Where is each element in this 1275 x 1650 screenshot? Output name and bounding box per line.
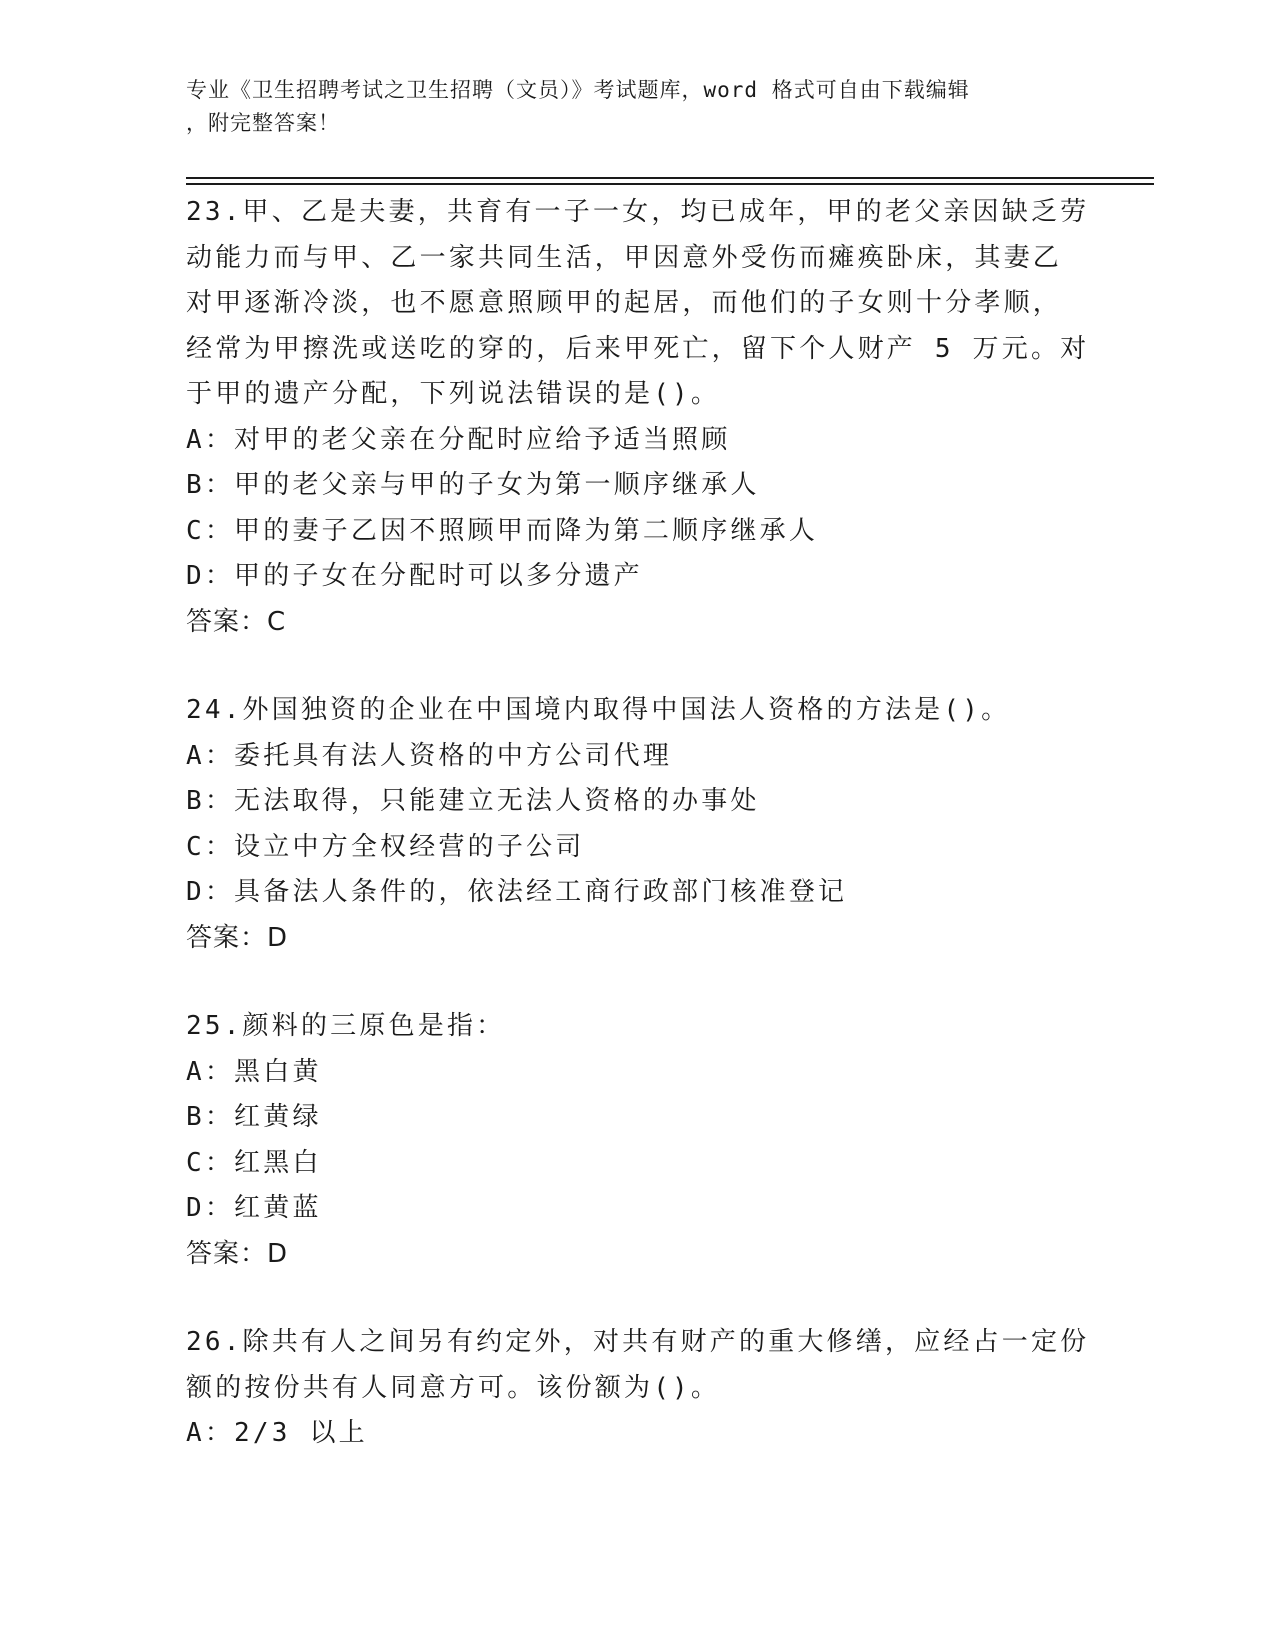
header-divider xyxy=(186,177,1154,179)
question-text: 对甲逐渐冷淡，也不愿意照顾甲的起居，而他们的子女则十分孝顺， xyxy=(186,288,1063,318)
question-24 xyxy=(186,688,1086,961)
question-text: 动能力而与甲、乙一家共同生活，甲因意外受伤而瘫痪卧床，其妻乙 xyxy=(186,242,1063,273)
header-line: 专业《卫生招聘考试之卫生招聘（文员）》考试题库，word 格式可自由下载编辑 xyxy=(186,78,970,102)
option-a: A：黑白黄 xyxy=(186,1056,322,1087)
option-d: D：甲的子女在分配时可以多分遗产 xyxy=(186,561,643,591)
option-c: C：甲的妻子乙因不照顾甲而降为第二顺序继承人 xyxy=(186,515,819,546)
option-d: D：红黄蓝 xyxy=(186,1193,322,1223)
answer: 答案：D xyxy=(186,922,289,953)
question-text: 额的按份共有人同意方可。该份额为()。 xyxy=(186,1372,721,1403)
question-25 xyxy=(186,1004,1086,1277)
answer: 答案：D xyxy=(186,1238,289,1269)
option-a: A：委托具有法人资格的中方公司代理 xyxy=(186,740,673,771)
header-line: ，附完整答案！ xyxy=(186,111,340,135)
question-text: 23.甲、乙是夫妻，共育有一子一女，均已成年，甲的老父亲因缺乏劳 xyxy=(186,197,1090,227)
question-text: 24.外国独资的企业在中国境内取得中国法人资格的方法是()。 xyxy=(186,695,1011,725)
question-26 xyxy=(186,1320,1090,1457)
option-a: A：2/3 以上 xyxy=(186,1418,368,1448)
option-c: C：设立中方全权经营的子公司 xyxy=(186,831,585,862)
question-text: 25.颜料的三原色是指： xyxy=(186,1011,506,1041)
question-text: 26.除共有人之间另有约定外，对共有财产的重大修缮，应经占一定份 xyxy=(186,1327,1090,1357)
question-list xyxy=(186,190,1090,1500)
option-a: A：对甲的老父亲在分配时应给予适当照顾 xyxy=(186,424,731,455)
document-header xyxy=(186,74,1086,140)
option-d: D：具备法人条件的，依法经工商行政部门核准登记 xyxy=(186,877,848,907)
question-23 xyxy=(186,190,1090,645)
option-c: C：红黑白 xyxy=(186,1147,322,1178)
header-divider xyxy=(186,183,1154,185)
option-b: B：甲的老父亲与甲的子女为第一顺序继承人 xyxy=(186,470,760,500)
question-text: 于甲的遗产分配，下列说法错误的是()。 xyxy=(186,379,721,409)
option-b: B：红黄绿 xyxy=(186,1102,322,1132)
question-text: 经常为甲擦洗或送吃的穿的，后来甲死亡，留下个人财产 5 万元。对 xyxy=(186,333,1090,364)
option-b: B：无法取得，只能建立无法人资格的办事处 xyxy=(186,786,760,816)
answer: 答案：C xyxy=(186,606,287,637)
